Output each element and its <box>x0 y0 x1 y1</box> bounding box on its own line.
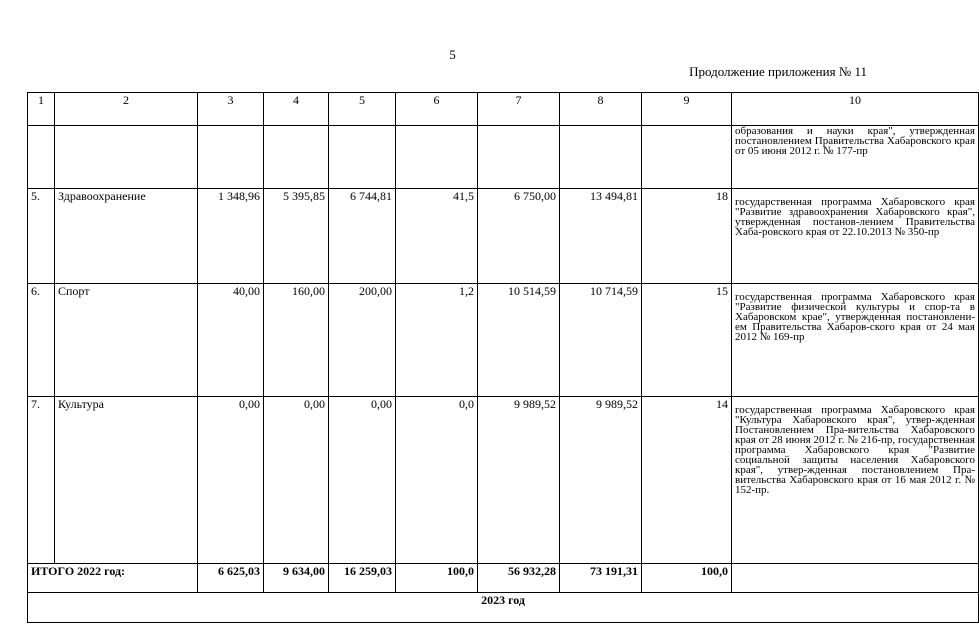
cell-col3 <box>198 126 264 189</box>
header-cell: 3 <box>198 93 264 126</box>
cell-col9: 18 <box>642 189 732 284</box>
row-sector: Спорт <box>55 284 198 397</box>
table-row <box>28 284 979 397</box>
header-cell: 4 <box>264 93 329 126</box>
header-cell: 1 <box>28 93 55 126</box>
total-col6: 100,0 <box>396 564 478 593</box>
row-number: 7. <box>28 397 55 564</box>
row-sector: Здравоохранение <box>55 189 198 284</box>
total-description <box>732 564 979 593</box>
cell-col8: 13 494,81 <box>560 189 642 284</box>
total-row <box>28 564 979 593</box>
cell-col5: 6 744,81 <box>329 189 396 284</box>
cell-col7: 10 514,59 <box>478 284 560 397</box>
cell-col3: 40,00 <box>198 284 264 397</box>
total-col4: 9 634,00 <box>264 564 329 593</box>
cell-col7 <box>478 126 560 189</box>
total-col5: 16 259,03 <box>329 564 396 593</box>
header-cell: 6 <box>396 93 478 126</box>
year-label: 2023 год <box>28 593 979 623</box>
cell-col5: 0,00 <box>329 397 396 564</box>
header-cell: 9 <box>642 93 732 126</box>
program-description: государственная программа Хабаровского края "Развитие физической культуры и спор-та в Хабаровском крае", утвержденная постановлени-ем Правительства Хабаров-ского края от 24 мая 2012 № 169-пр <box>732 284 979 397</box>
row-sector: Культура <box>55 397 198 564</box>
cell-col4 <box>264 126 329 189</box>
total-col7: 56 932,28 <box>478 564 560 593</box>
continuation-caption: Продолжение приложения № 11 <box>689 64 867 79</box>
cell-col3: 0,00 <box>198 397 264 564</box>
cell-col8 <box>560 126 642 189</box>
table-row <box>28 126 979 189</box>
program-description: государственная программа Хабаровского края "Культура Хабаровского края", утвер-жденная Постановлением Пра-вительства Хабаровского края от 28 июня 2012 г. № 216-пр, государственная программа Хабаровского края "Развитие социальной защиты населения Хабаровского края", утвер-жденная постановлением Пра-вительства Хабаровского края от 16 мая 2012 г. № 152-пр. <box>732 397 979 564</box>
table-row <box>28 397 979 564</box>
cell-col9: 14 <box>642 397 732 564</box>
cell-col6: 1,2 <box>396 284 478 397</box>
total-col3: 6 625,03 <box>198 564 264 593</box>
total-col8: 73 191,31 <box>560 564 642 593</box>
header-row <box>28 93 979 126</box>
row-number: 6. <box>28 284 55 397</box>
budget-table <box>27 92 979 623</box>
total-label: ИТОГО 2022 год: <box>28 564 198 593</box>
cell-col6: 0,0 <box>396 397 478 564</box>
row-number <box>28 126 55 189</box>
cell-col3: 1 348,96 <box>198 189 264 284</box>
cell-col4: 160,00 <box>264 284 329 397</box>
cell-col8: 9 989,52 <box>560 397 642 564</box>
row-sector <box>55 126 198 189</box>
cell-col6 <box>396 126 478 189</box>
cell-col9: 15 <box>642 284 732 397</box>
cell-col7: 6 750,00 <box>478 189 560 284</box>
table-row <box>28 189 979 284</box>
header-cell: 10 <box>732 93 979 126</box>
cell-col4: 0,00 <box>264 397 329 564</box>
cell-col9 <box>642 126 732 189</box>
cell-col5: 200,00 <box>329 284 396 397</box>
cell-col7: 9 989,52 <box>478 397 560 564</box>
cell-col8: 10 714,59 <box>560 284 642 397</box>
page-number: 5 <box>449 47 456 62</box>
total-col9: 100,0 <box>642 564 732 593</box>
year-row <box>28 593 979 623</box>
program-description: государственная программа Хабаровского края "Развитие здравоохранения Хабаровского края", утвержденная постанов-лением Правительства Хаба-ровского края от 22.10.2013 № 350-пр <box>732 189 979 284</box>
program-description: образования и науки края", утвержденная постановлением Правительства Хабаровского края от 05 июня 2012 г. № 177-пр <box>732 126 979 189</box>
cell-col6: 41,5 <box>396 189 478 284</box>
header-cell: 7 <box>478 93 560 126</box>
header-cell: 2 <box>55 93 198 126</box>
header-cell: 5 <box>329 93 396 126</box>
row-number: 5. <box>28 189 55 284</box>
cell-col4: 5 395,85 <box>264 189 329 284</box>
header-cell: 8 <box>560 93 642 126</box>
cell-col5 <box>329 126 396 189</box>
